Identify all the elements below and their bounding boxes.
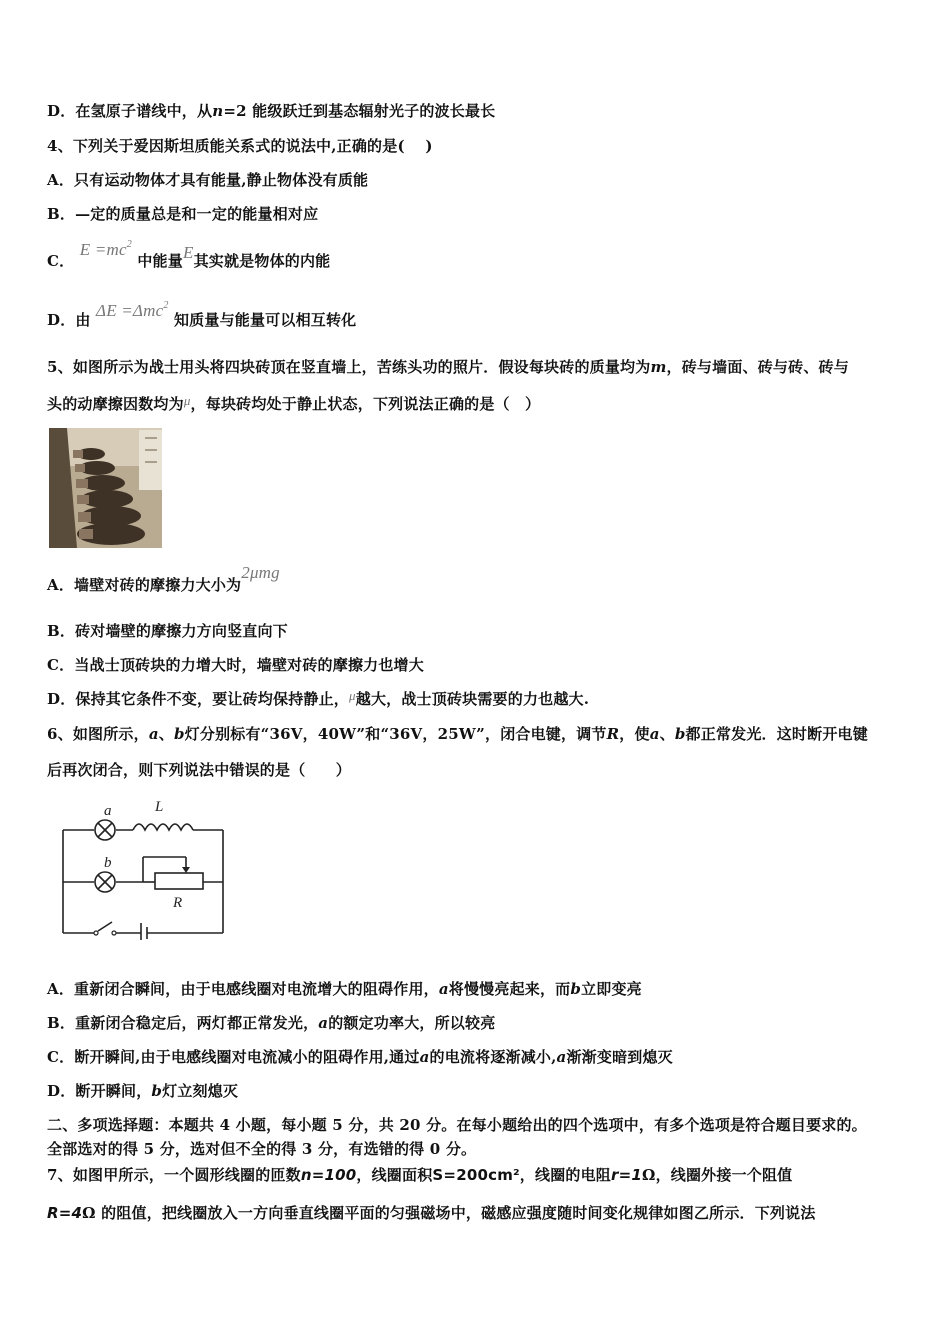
formula-delta-e: ΔE =Δmc$^2$ (96, 300, 169, 320)
circuit-diagram (55, 795, 235, 940)
q4-stem: 4、下列关于爱因斯坦质能关系式的说法中,正确的是( ) (47, 137, 433, 155)
formula-e-mc2: $E =mc^2$ (79, 239, 132, 259)
q4-option-c: C． $E =mc^2$ 中能量E其实就是物体的内能 (47, 239, 331, 270)
q4-option-b: B．—定的质量总是和一定的能量相对应 (47, 205, 319, 223)
q3-option-d: D．在氢原子谱线中，从n=2 能级跃迁到基态辐射光子的波长最长 (47, 102, 496, 120)
section-2-scoring: 全部选对的得 5 分，选对但不全的得 3 分，有选错的得 0 分。 (47, 1140, 477, 1158)
label-R: R (173, 895, 183, 911)
label-a: a (104, 803, 112, 819)
section-2-heading: 二、多项选择题：本题共 4 小题，每小题 5 分，共 20 分。在每小题给出的四个选项中，有多个选项是符合题目要求的。 (47, 1116, 867, 1134)
soldier-bricks-photo (49, 428, 162, 548)
q6-option-c: C．断开瞬间,由于电感线圈对电流减小的阻碍作用,通过a的电流将逐渐减小,a渐渐变暗到熄灭 (47, 1048, 673, 1066)
q7-stem-line1: 7、如图甲所示，一个圆形线圈的匝数n=100，线圈面积S=200cm²，线圈的电阻r=1Ω，线圈外接一个阻值 (47, 1166, 793, 1184)
q6-option-b: B．重新闭合稳定后，两灯都正常发光，a的额定功率大，所以较亮 (47, 1014, 496, 1032)
q6-stem-line1: 6、如图所示，a、b灯分别标有“36V，40W”和“36V，25W”，闭合电键，调节R，使a、b都正常发光．这时断开电键 (47, 725, 868, 743)
label-L: L (155, 799, 164, 815)
q5-stem-line1: 5、如图所示为战士用头将四块砖顶在竖直墙上，苦练头功的照片．假设每块砖的质量均为m，砖与墙面、砖与砖、砖与 (47, 358, 849, 376)
q4-option-d: D．由 ΔE =Δmc$^2$ 知质量与能量可以相互转化 (47, 300, 357, 329)
q6-stem-line2: 后再次闭合，则下列说法中错误的是（ ） (47, 761, 352, 779)
q6-option-a: A．重新闭合瞬间，由于电感线圈对电流增大的阻碍作用，a将慢慢亮起来，而b立即变亮 (47, 980, 642, 998)
q4-option-a: A．只有运动物体才具有能量,静止物体没有质能 (47, 171, 369, 189)
q5-option-a: A．墙壁对砖的摩擦力大小为2μmg (47, 563, 280, 594)
label-b: b (104, 855, 112, 871)
q6-option-d: D．断开瞬间，b灯立刻熄灭 (47, 1082, 239, 1100)
q5-stem-line2: 头的动摩擦因数均为μ，每块砖均处于静止状态，下列说法正确的是（ ） (47, 393, 541, 413)
q7-stem-line2: R=4Ω 的阻值，把线圈放入一方向垂直线圈平面的匀强磁场中，磁感应强度随时间变化规律如图乙所示．下列说法 (47, 1204, 816, 1222)
q5-option-b: B．砖对墙壁的摩擦力方向竖直向下 (47, 622, 288, 640)
q5-option-d: D．保持其它条件不变，要让砖均保持静止，μ越大，战士顶砖块需要的力也越大. (47, 688, 590, 708)
q5-option-c: C．当战士顶砖块的力增大时，墙壁对砖的摩擦力也增大 (47, 656, 424, 674)
